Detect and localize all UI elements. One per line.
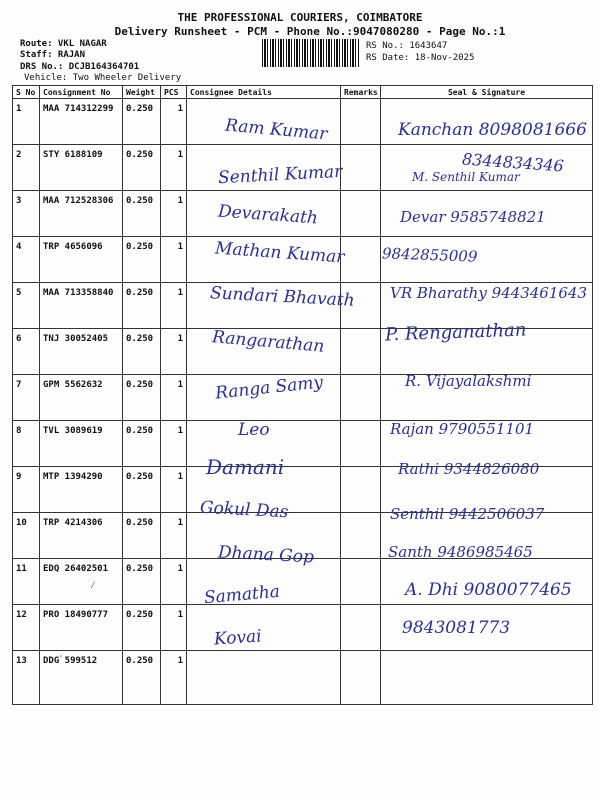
cell-pcs: 1	[161, 467, 187, 513]
cell-consignment: MAA 714312299	[40, 99, 123, 145]
cell-sno: 6	[13, 329, 40, 375]
handwritten-signature: Senthil 9442506037	[390, 505, 545, 523]
col-consignment: Consignment No	[40, 86, 123, 99]
cell-consignment: PRO 18490777	[40, 605, 123, 651]
handwritten-consignee: Gokul Das	[199, 497, 289, 523]
vehicle-label: Vehicle: Two Wheeler Delivery	[24, 73, 182, 83]
handwritten-signature: Devar 9585748821	[400, 208, 546, 226]
cell-pcs: 1	[161, 651, 187, 705]
cell-pcs: 1	[161, 559, 187, 605]
handwritten-signature: 9842855009	[381, 244, 478, 266]
handwritten-consignee: Damani	[206, 455, 285, 479]
cell-consignment: TVL 3089619	[40, 421, 123, 467]
cell-sno: 2	[13, 145, 40, 191]
cell-weight: 0.250	[123, 99, 161, 145]
rs-date: RS Date: 18-Nov-2025	[366, 53, 475, 63]
cell-weight: 0.250	[123, 191, 161, 237]
col-remarks: Remarks	[341, 86, 381, 99]
handwritten-signature: VR Bharathy 9443461643	[390, 284, 587, 302]
cell-sno: 8	[13, 421, 40, 467]
handwritten-signature: 8344834346	[461, 149, 565, 176]
cell-remarks	[341, 467, 381, 513]
cell-remarks	[341, 145, 381, 191]
handwritten-consignee: Samatha	[203, 581, 281, 609]
cell-weight: 0.250	[123, 559, 161, 605]
staff-label: Staff: RAJAN	[20, 50, 86, 60]
cell-consignment: TNJ 30052405	[40, 329, 123, 375]
cell-sno: 7	[13, 375, 40, 421]
route-label: Route: VKL NAGAR	[20, 39, 107, 49]
barcode	[262, 39, 360, 67]
cell-weight: 0.250	[123, 421, 161, 467]
handwritten-consignee: Leo	[238, 420, 270, 440]
handwritten-consignee: Dhana Gop	[217, 542, 315, 568]
handwritten-signature: Kanchan 8098081666	[398, 120, 587, 140]
cell-pcs: 1	[161, 421, 187, 467]
handwritten-signature: Rajan 9790551101	[390, 420, 535, 438]
cell-sno: 10	[13, 513, 40, 559]
cell-weight: 0.250	[123, 145, 161, 191]
handwritten-signature: P. Renganathan	[384, 319, 527, 346]
company-title: THE PROFESSIONAL COURIERS, COIMBATORE	[177, 11, 423, 24]
cell-sno: 11	[13, 559, 40, 605]
handwritten-consignee: Mathan Kumar	[214, 238, 346, 268]
cell-remarks	[341, 421, 381, 467]
cell-pcs: 1	[161, 99, 187, 145]
cell-remarks	[341, 651, 381, 705]
table-row	[13, 651, 593, 705]
cell-remarks	[341, 559, 381, 605]
handwritten-consignee: Sundari Bhavath	[209, 283, 356, 311]
handwritten-signature: M. Senthil Kumar	[412, 170, 520, 184]
cell-sno: 9	[13, 467, 40, 513]
cell-pcs: 1	[161, 513, 187, 559]
cell-consignee	[187, 605, 341, 651]
handwritten-consignee: Rangarathan	[211, 327, 326, 357]
cell-remarks	[341, 605, 381, 651]
stray-pen-mark: ˌ	[58, 648, 65, 659]
cell-weight: 0.250	[123, 467, 161, 513]
cell-weight: 0.250	[123, 283, 161, 329]
cell-pcs: 1	[161, 605, 187, 651]
cell-weight: 0.250	[123, 237, 161, 283]
cell-weight: 0.250	[123, 375, 161, 421]
cell-remarks	[341, 99, 381, 145]
cell-weight: 0.250	[123, 651, 161, 705]
cell-sno: 3	[13, 191, 40, 237]
table-header-row	[13, 86, 593, 99]
cell-pcs: 1	[161, 283, 187, 329]
cell-consignment: STY 6188109	[40, 145, 123, 191]
cell-pcs: 1	[161, 329, 187, 375]
cell-consignment: GPM 5562632	[40, 375, 123, 421]
cell-consignment: MAA 713358840	[40, 283, 123, 329]
col-signature: Seal & Signature	[381, 86, 593, 99]
col-sno: S No	[13, 86, 40, 99]
cell-consignment: MAA 712528306	[40, 191, 123, 237]
cell-weight: 0.250	[123, 329, 161, 375]
cell-remarks	[341, 191, 381, 237]
handwritten-consignee: Kovai	[213, 626, 263, 650]
cell-consignment: TRP 4656096	[40, 237, 123, 283]
cell-sno: 13	[13, 651, 40, 705]
cell-remarks	[341, 513, 381, 559]
cell-consignment: EDQ 26402501	[40, 559, 123, 605]
stray-pen-mark: ⁄	[90, 580, 97, 591]
cell-consignment: MTP 1394290	[40, 467, 123, 513]
col-consignee: Consignee Details	[187, 86, 341, 99]
cell-remarks	[341, 329, 381, 375]
rs-number: RS No.: 1643647	[366, 41, 448, 51]
cell-pcs: 1	[161, 237, 187, 283]
runsheet-subtitle: Delivery Runsheet - PCM - Phone No.:9047080280 - Page No.:1	[114, 25, 506, 38]
cell-weight: 0.250	[123, 605, 161, 651]
handwritten-signature: Santh 9486985465	[388, 543, 533, 561]
cell-consignment: DDG 599512	[40, 651, 123, 705]
handwritten-consignee: Ranga Samy	[214, 372, 324, 404]
cell-pcs: 1	[161, 145, 187, 191]
col-pcs: PCS	[161, 86, 187, 99]
handwritten-signature: R. Vijayalakshmi	[405, 372, 532, 390]
cell-sno: 5	[13, 283, 40, 329]
cell-sno: 1	[13, 99, 40, 145]
handwritten-consignee: Ram Kumar	[224, 115, 329, 145]
handwritten-signature: 9843081773	[402, 618, 511, 638]
cell-consignment: TRP 4214306	[40, 513, 123, 559]
cell-pcs: 1	[161, 375, 187, 421]
handwritten-consignee: Senthil Kumar	[217, 161, 343, 189]
cell-remarks	[341, 375, 381, 421]
cell-sno: 12	[13, 605, 40, 651]
cell-sno: 4	[13, 237, 40, 283]
handwritten-consignee: Devarakath	[217, 201, 319, 229]
cell-remarks	[341, 237, 381, 283]
handwritten-signature: Rathi 9344826080	[398, 460, 540, 478]
cell-signature	[381, 651, 593, 705]
cell-pcs: 1	[161, 191, 187, 237]
drs-number: DRS No.: DCJB164364701	[20, 62, 140, 72]
col-weight: Weight	[123, 86, 161, 99]
cell-consignee	[187, 651, 341, 705]
cell-weight: 0.250	[123, 513, 161, 559]
handwritten-signature: A. Dhi 9080077465	[405, 580, 572, 600]
